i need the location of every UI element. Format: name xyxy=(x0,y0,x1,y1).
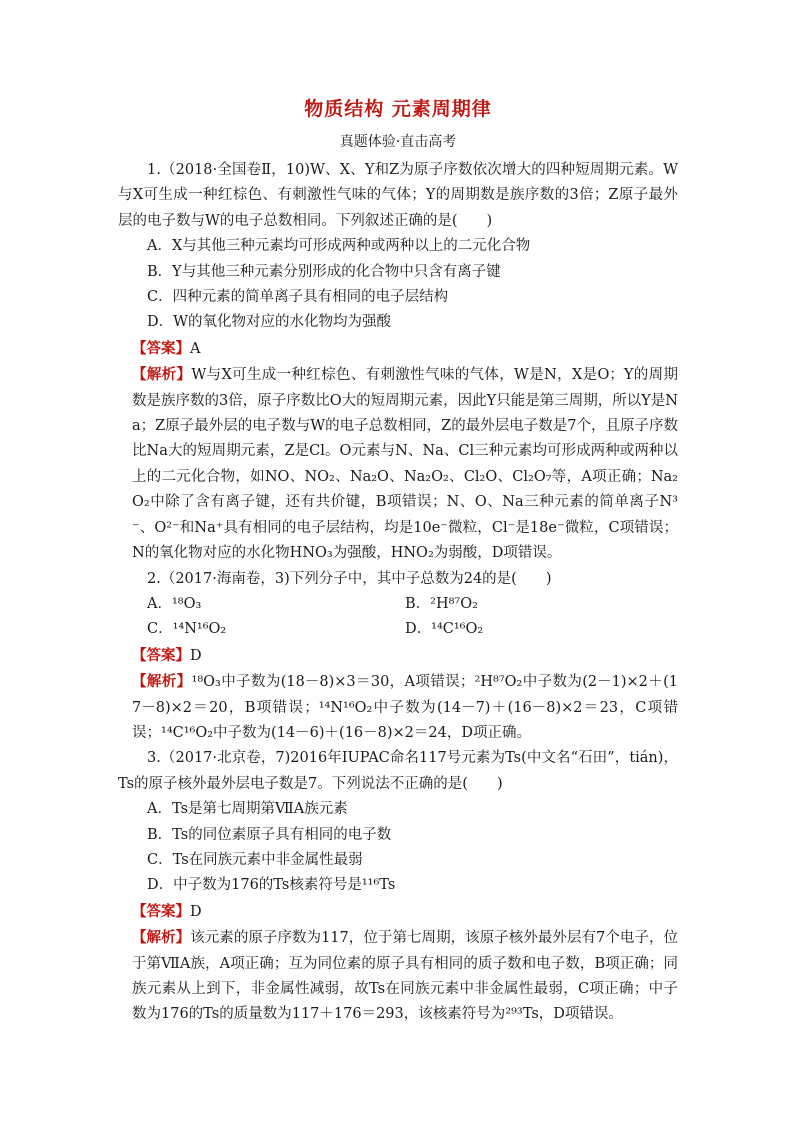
answer-tag: 【答案】 xyxy=(132,902,190,920)
q2-option-d: D．¹⁴C¹⁶O₂ xyxy=(405,621,484,638)
question-2-stem: 2.（2017·海南卷，3)下列分子中，其中子总数为24的是( ) xyxy=(147,570,552,587)
q2-options-row-2 xyxy=(118,617,678,642)
analysis-text: ¹⁸O₃中子数为(18－8)×3＝30，A项错误；²H⁸⁷O₂中子数为(2－1)×2＋(17－8)×2＝20，B项错误；¹⁴N¹⁶O₂中子数为(14－7)＋(16－8)×2＝23，C项错误；¹⁴C¹⁶O₂中子数为(14－6)＋(16－8)×2＝24，D项正确。 xyxy=(132,674,678,741)
q3-option-d: D．中子数为176的Ts核素符号是¹¹⁶Ts xyxy=(147,877,396,894)
analysis-text: W与X可生成一种红棕色、有刺激性气味的气体，W是N，X是O；Y的周期数是族序数的3倍，原子序数比O大的短周期元素，因此Y只能是第三周期，所以Y是Na；Z原子最外层的电子数与W的电子总数相同，Z的最外层电子数是7个，且原子序数比Na大的短周期元素，Z是Cl。O元素与N、Na、Cl三种元素均可形成两种或两种以上的二元化合物，如NO、NO₂、Na₂O、Na₂O₂、Cl₂O、Cl₂O₇等，A项正确；Na₂O₂中除了含有离子键，还有共价键，B项错误；N、O、Na三种元素的简单离子N³⁻、O²⁻和Na⁺具有相同的电子层结构，均是10e⁻微粒，Cl⁻是18e⁻微粒，C项错误；N的氧化物对应的水化物HNO₃为强酸，HNO₂为弱酸，D项错误。 xyxy=(132,367,678,562)
q1-answer xyxy=(118,336,678,362)
q1-option-a: A．X与其他三种元素均可形成两种或两种以上的二元化合物 xyxy=(147,238,531,255)
document-page xyxy=(118,96,678,1028)
answer-value: D xyxy=(190,647,202,664)
question-1 xyxy=(118,158,678,567)
q3-analysis xyxy=(118,925,678,1028)
question-1-stem: 1.（2018·全国卷Ⅱ，10)W、X、Y和Z为原子序数依次增大的四种短周期元素。W与X可生成一种红棕色、有刺激性气味的气体；Y的周期数是族序数的3倍；Z原子最外层的电子数与W的电子总数相同。下列叙述正确的是( ) xyxy=(118,162,678,229)
document-subtitle: 真题体验·直击高考 xyxy=(339,134,457,150)
analysis-tag: 【解析】 xyxy=(132,366,192,384)
question-2 xyxy=(118,567,678,747)
q2-option-b: B．²H⁸⁷O₂ xyxy=(405,595,478,612)
q2-options-row-1 xyxy=(118,592,678,617)
analysis-tag: 【解析】 xyxy=(132,673,192,691)
answer-value: A xyxy=(190,340,201,357)
analysis-text: 该元素的原子序数为117，位于第七周期，该原子核外最外层有7个电子，位于第ⅦA族，A项正确；互为同位素的原子具有相同的质子数和电子数，B项正确；同族元素从上到下，非金属性减弱，故Ts在同族元素中非金属性最弱，C项正确；中子数为176的Ts的质量数为117＋176＝293，该核素符号为²⁹³Ts，D项错误。 xyxy=(132,930,679,1023)
q2-analysis xyxy=(118,669,678,746)
answer-value: D xyxy=(190,903,202,920)
q1-option-c: C．四种元素的简单离子具有相同的电子层结构 xyxy=(147,289,449,306)
question-3-stem: 3.（2017·北京卷，7)2016年IUPAC命名117号元素为Ts(中文名“石田”，tián)，Ts的原子核外最外层电子数是7。下列说法不正确的是( ) xyxy=(118,750,678,792)
q2-option-c: C．¹⁴N¹⁶O₂ xyxy=(147,621,227,638)
q2-answer xyxy=(118,643,678,669)
answer-tag: 【答案】 xyxy=(132,339,190,357)
q3-option-a: A．Ts是第七周期第ⅦA族元素 xyxy=(147,801,348,818)
q3-option-c: C．Ts在同族元素中非金属性最弱 xyxy=(147,851,363,868)
question-3 xyxy=(118,746,678,1027)
document-title: 物质结构 元素周期律 xyxy=(304,98,492,120)
q1-analysis xyxy=(118,362,678,566)
analysis-tag: 【解析】 xyxy=(132,929,191,947)
answer-tag: 【答案】 xyxy=(132,646,190,664)
q3-answer xyxy=(118,899,678,925)
q2-option-a: A．¹⁸O₃ xyxy=(147,595,202,612)
q1-option-b: B．Y与其他三种元素分别形成的化合物中只含有离子键 xyxy=(147,263,501,280)
q1-option-d: D．W的氧化物对应的水化物均为强酸 xyxy=(147,314,392,331)
q3-option-b: B．Ts的同位素原子具有相同的电子数 xyxy=(147,826,392,843)
